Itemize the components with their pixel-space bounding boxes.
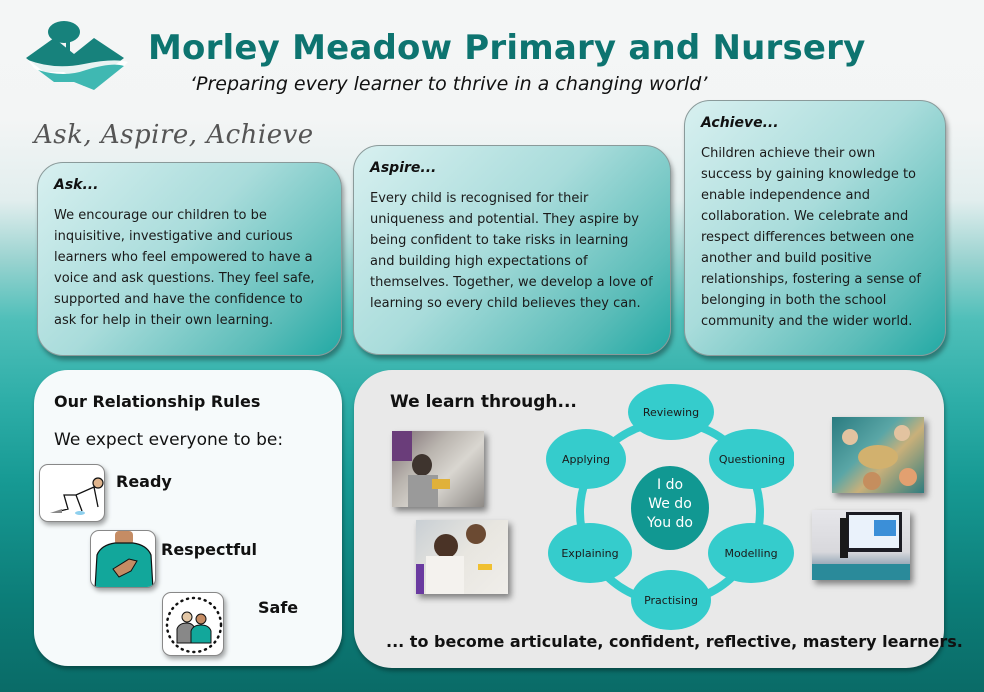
cycle-node-practising	[631, 570, 711, 630]
rule-safe-label: Safe	[258, 598, 299, 617]
ask-card-text: We encourage our children to be inquisitive, investigative and curious learners who feel empowered to have a voice and ask questions. They feel safe, supported and have the confidence to ask for help in their own learning.	[54, 208, 315, 328]
cycle-node-applying	[546, 429, 626, 489]
learning-title: We learn through...	[390, 392, 577, 412]
cycle-node-reviewing	[628, 384, 714, 440]
aspire-card-title: Aspire...	[370, 160, 437, 176]
cycle-centre	[631, 466, 709, 550]
cycle-label-reviewing: Reviewing	[642, 406, 700, 419]
school-name: Morley Meadow Primary and Nursery	[148, 28, 866, 68]
ask-card	[37, 162, 342, 356]
centre-label-we-do: We do	[648, 496, 692, 512]
school-motto: Ask, Aspire, Achieve	[34, 120, 314, 150]
aspire-card-text: Every child is recognised for their uniqueness and potential. They aspire by being confident to take risks in learning and building high expectations of themselves. Together, we develop a love of learning so every child believes they can.	[370, 191, 653, 311]
cycle-label-explaining: Explaining	[561, 547, 619, 560]
rule-respectful-label: Respectful	[161, 540, 257, 559]
school-logo-icon	[24, 20, 144, 95]
learning-footer: ... to become articulate, confident, reflective, mastery learners.	[386, 632, 963, 651]
cycle-label-modelling: Modelling	[724, 547, 778, 560]
ready-icon	[39, 464, 105, 522]
aspire-card	[353, 145, 671, 355]
classroom-photo-teacher-whiteboard	[812, 510, 910, 580]
cycle-label-questioning: Questioning	[718, 453, 786, 466]
centre-label-i-do: I do	[656, 477, 684, 493]
achieve-card-title: Achieve...	[701, 115, 779, 131]
cycle-label-practising: Practising	[644, 594, 698, 607]
cycle-label-applying: Applying	[561, 453, 611, 466]
safe-icon	[162, 592, 224, 656]
relationship-rules-subtitle: We expect everyone to be:	[54, 430, 284, 450]
cycle-node-explaining	[548, 523, 632, 583]
achieve-card-text: Children achieve their own success by gaining knowledge to enable independence and collaboration. We celebrate and respect differences between one another and build positive relationships, fostering a sense of belonging in both the school community and the wider world.	[701, 146, 921, 329]
ask-card-title: Ask...	[54, 177, 99, 193]
achieve-card	[684, 100, 946, 356]
respectful-icon	[90, 530, 156, 588]
learning-cycle-diagram	[534, 382, 794, 638]
classroom-photo-group-work	[392, 431, 484, 507]
relationship-rules-title: Our Relationship Rules	[54, 392, 261, 411]
cycle-node-modelling	[708, 523, 794, 583]
classroom-photo-pair-writing	[416, 520, 508, 594]
relationship-rules-panel	[34, 370, 342, 666]
learning-panel	[354, 370, 963, 668]
school-tagline: ‘Preparing every learner to thrive in a changing world’	[190, 73, 708, 95]
classroom-photo-group-table	[832, 417, 924, 493]
centre-label-you-do: You do	[646, 515, 694, 531]
school-logo	[24, 20, 144, 95]
cycle-node-questioning	[709, 429, 794, 489]
rule-ready-label: Ready	[116, 472, 172, 491]
